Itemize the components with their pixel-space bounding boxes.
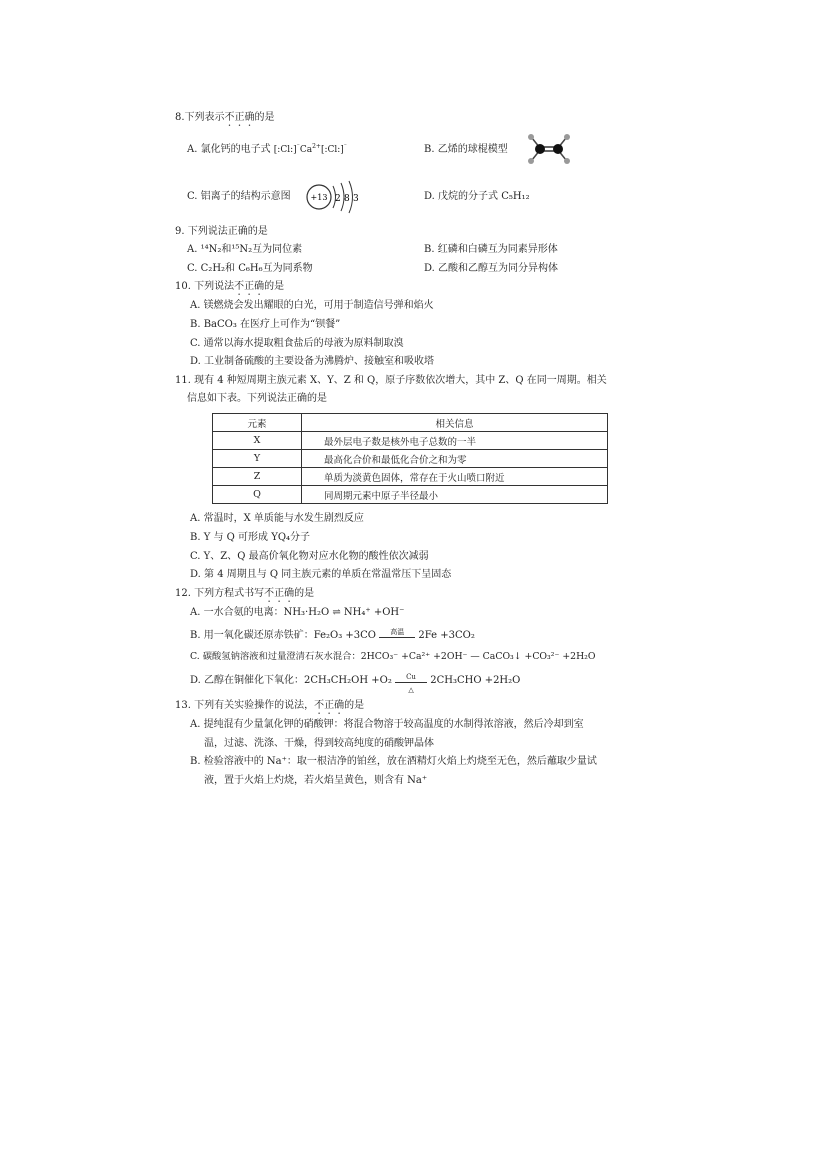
shell-2: 8 (344, 194, 350, 204)
table-cell-element: Y (213, 450, 302, 468)
q13-option-b-line2: 液，置于火焰上灼烧，若火焰呈黄色，则含有 Na⁺ (204, 775, 428, 786)
nucleus-charge: +13 (310, 193, 328, 202)
q12-option-a: A. 一水合氨的电离：NH₃·H₂O ⇌ NH₄⁺ +OH⁻ (190, 607, 405, 618)
aluminum-ion-structure-diagram (305, 180, 365, 214)
q9-option-a: A. ¹⁴N₂和¹⁵N₂互为同位素 (187, 244, 303, 255)
shell-3: 3 (353, 194, 359, 204)
q9-option-b: B. 红磷和白磷互为同素异形体 (424, 244, 558, 255)
q9-stem: 9. 下列说法正确的是 (175, 226, 268, 237)
table-cell-info: 同周期元素中原子半径最小 (302, 486, 608, 504)
q10-option-c: C. 通常以海水提取粗食盐后的母液为原料制取溴 (190, 338, 404, 349)
table-header-row (213, 414, 608, 432)
q12-stem: 12. 下列方程式书写不正确的是 (175, 588, 315, 599)
q10-stem: 10. 下列说法不正确的是 (175, 281, 285, 292)
ethylene-ball-stick-model-icon (524, 133, 574, 167)
q11-option-a: A. 常温时，X 单质能与水发生剧烈反应 (190, 513, 364, 524)
q8-option-a: A. 氯化钙的电子式 $[:Cl:]^{^-}Ca^{2+}[:Cl:]^{^-}$ (187, 143, 347, 155)
table-cell-info: 单质为淡黄色固体，常存在于火山喷口附近 (302, 468, 608, 486)
q13-stem: 13. 下列有关实验操作的说法，不正确的是 (175, 700, 365, 711)
q12-option-c: C. 碳酸氢钠溶液和过量澄清石灰水混合：2HCO₃⁻ +Ca²⁺ +2OH⁻ — CaCO₃↓ +CO₃²⁻ +2H₂O (190, 651, 596, 662)
q11-option-d: D. 第 4 周期且与 Q 同主族元素的单质在常温常压下呈固态 (190, 569, 452, 580)
q8-option-b: B. 乙烯的球棍模型 (424, 144, 508, 155)
table-cell-element: X (213, 432, 302, 450)
q10-option-a: A. 镁燃烧会发出耀眼的白光，可用于制造信号弹和焰火 (190, 300, 434, 311)
q13-option-a-line1: A. 提纯混有少量氯化钾的硝酸钾：将混合物溶于较高温度的水制得浓溶液，然后冷却到室 (190, 719, 584, 730)
table-header-element: 元素 (213, 414, 302, 432)
q12-option-d: D. 乙醇在铜催化下氧化：2CH₃CH₂OH +O₂ Cu △ 2CH₃CHO +2H₂O (190, 672, 521, 694)
q13-option-b-line1: B. 检验溶液中的 Na⁺：取一根洁净的铂丝，放在酒精灯火焰上灼烧至无色，然后蘸取少量试 (190, 756, 597, 767)
reaction-arrow-copper-catalyst: Cu △ (395, 679, 427, 683)
q9-option-c: C. C₂H₂和 C₆H₆互为同系物 (187, 263, 313, 274)
table-header-info: 相关信息 (302, 414, 608, 432)
q11-option-c: C. Y、Z、Q 最高价氧化物对应水化物的酸性依次减弱 (190, 551, 429, 562)
table-row (213, 450, 608, 468)
table-cell-info: 最外层电子数是核外电子总数的一半 (302, 432, 608, 450)
q12-option-b: B. 用一氧化碳还原赤铁矿：Fe₂O₃ +3CO 高温 2Fe +3CO₂ (190, 627, 475, 641)
q9-option-d: D. 乙酸和乙醇互为同分异构体 (424, 263, 559, 274)
q11-option-b: B. Y 与 Q 可形成 YQ₄分子 (190, 532, 311, 543)
q10-option-d: D. 工业制备硫酸的主要设备为沸腾炉、接触室和吸收塔 (190, 356, 435, 367)
q8-option-c: C. 铝离子的结构示意图 (187, 191, 291, 202)
q8-stem: 8.下列表示不正确的是 (175, 112, 275, 123)
q11-stem-line1: 11. 现有 4 种短周期主族元素 X、Y、Z 和 Q，原子序数依次增大，其中 Z、Q 在同一周期。相关 (175, 375, 607, 386)
table-cell-element: Z (213, 468, 302, 486)
table-row (213, 486, 608, 504)
q8-option-d: D. 戊烷的分子式 C₅H₁₂ (424, 191, 530, 202)
table-cell-element: Q (213, 486, 302, 504)
cacl2-electron-formula: $[:Cl:]^{^-}Ca^{2+}[:Cl:]^{^-}$ (273, 143, 347, 155)
element-info-table (212, 413, 608, 504)
q13-option-a-line2: 温，过滤、洗涤、干燥，得到较高纯度的硝酸钾晶体 (204, 738, 434, 749)
reaction-arrow-high-temp: 高温 (379, 634, 415, 638)
table-row (213, 468, 608, 486)
shell-1: 2 (335, 194, 341, 204)
q10-option-b: B. BaCO₃ 在医疗上可作为“钡餐” (190, 319, 341, 330)
q11-stem-line2: 信息如下表。下列说法正确的是 (187, 393, 327, 404)
table-row (213, 432, 608, 450)
table-cell-info: 最高化合价和最低化合价之和为零 (302, 450, 608, 468)
